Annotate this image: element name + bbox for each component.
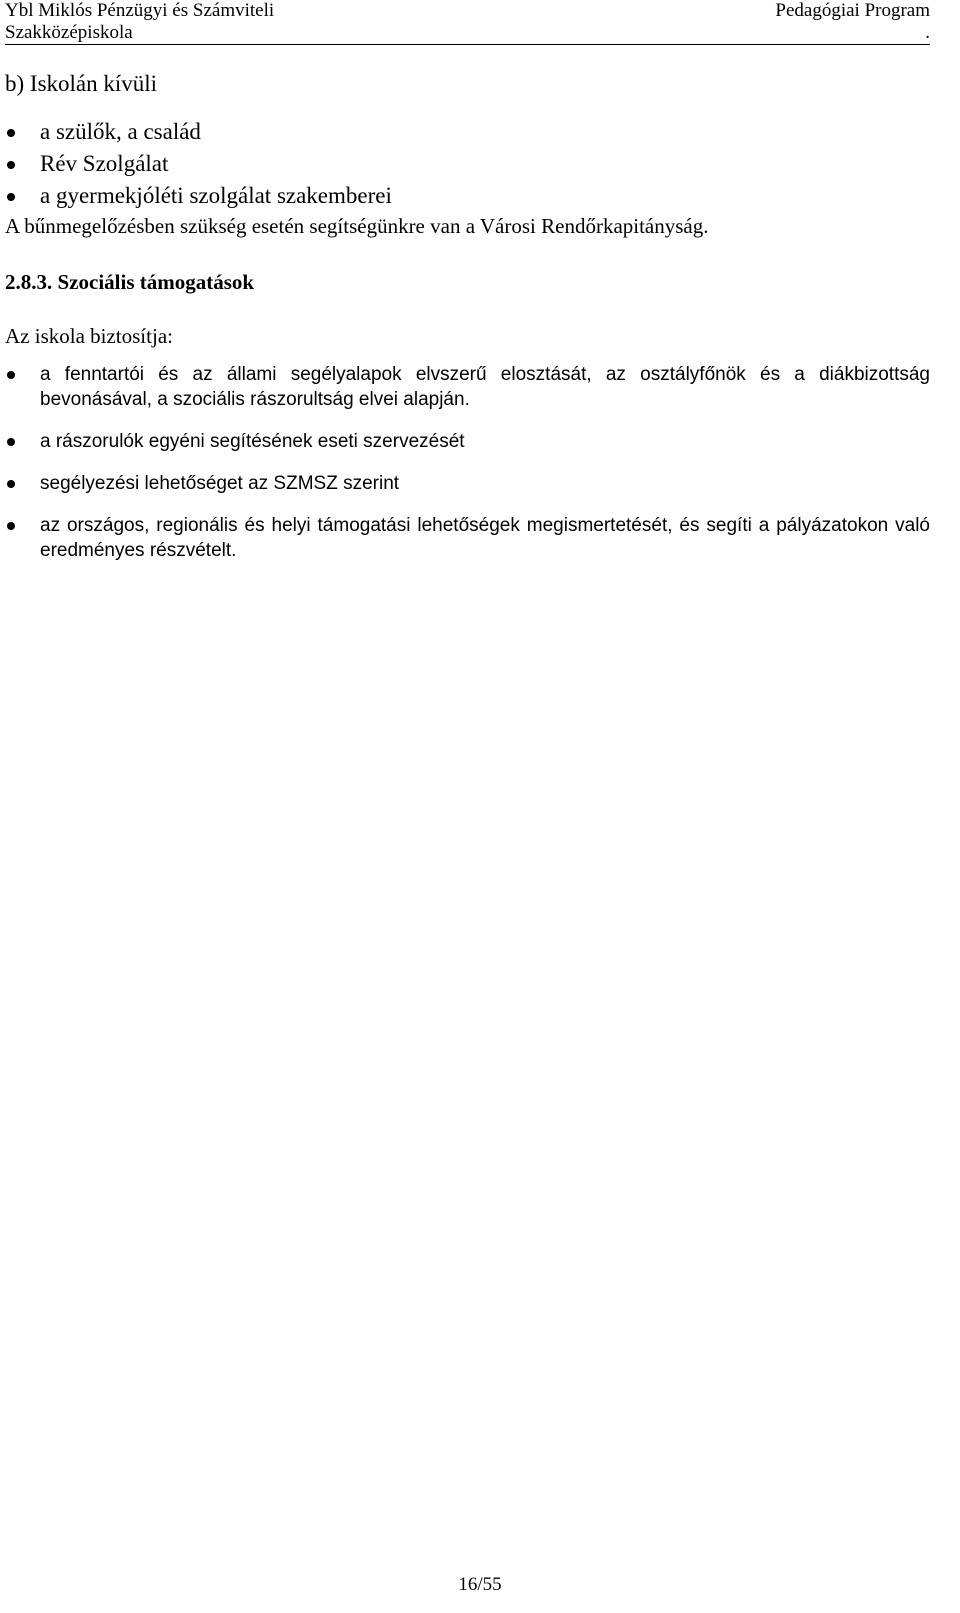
bullet-icon bbox=[7, 480, 15, 488]
header-doc-title bbox=[775, 0, 930, 44]
section-heading: 2.8.3. Szociális támogatások bbox=[5, 270, 255, 294]
header-school-line1: Ybl Miklós Pénzügyi és Számviteli bbox=[5, 0, 275, 21]
list-item-text: a rászorulók egyéni segítésének eseti szervezését bbox=[40, 431, 465, 452]
list-item-text: az országos, regionális és helyi támogatási lehetőségek megismertetését, és segíti a pályázatokon való eredményes részvételt. bbox=[40, 515, 930, 561]
header-school-name bbox=[5, 0, 274, 44]
list-item-text: a fenntartói és az állami segélyalapok elvszerű elosztását, az osztályfőnök és a diákbizottság bevonásával, a szociális rászorultság elvei alapján. bbox=[40, 364, 930, 410]
list-item-text: Rév Szolgálat bbox=[40, 151, 169, 176]
external-partners-list bbox=[5, 116, 930, 212]
external-partners-heading: b) Iskolán kívüli bbox=[5, 71, 158, 96]
list-item bbox=[5, 429, 930, 454]
page-number: 16/55 bbox=[458, 1574, 502, 1595]
bullet-icon bbox=[7, 438, 15, 446]
list-item bbox=[5, 471, 930, 496]
list-item bbox=[5, 180, 930, 212]
crime-prevention-note: A bűnmegelőzésben szükség esetén segítségünkre van a Városi Rendőrkapitányság. bbox=[5, 214, 709, 238]
header-school-line2: Szakközépiskola bbox=[5, 22, 133, 43]
section-intro: Az iskola biztosítja: bbox=[5, 324, 173, 348]
list-item bbox=[5, 362, 930, 412]
bullet-icon bbox=[7, 161, 15, 169]
list-item bbox=[5, 116, 930, 148]
header-doc-title-line1: Pedagógiai Program bbox=[775, 0, 930, 21]
list-item bbox=[5, 513, 930, 563]
bullet-icon bbox=[7, 129, 15, 137]
list-item-text: a gyermekjóléti szolgálat szakemberei bbox=[40, 183, 392, 208]
header-doc-title-line2: . bbox=[925, 22, 930, 43]
bullet-icon bbox=[7, 193, 15, 201]
list-item bbox=[5, 148, 930, 180]
document-body bbox=[5, 70, 930, 580]
page-header bbox=[5, 0, 930, 45]
bullet-icon bbox=[7, 522, 15, 530]
bullet-icon bbox=[7, 371, 15, 379]
list-item-text: segélyezési lehetőséget az SZMSZ szerint bbox=[40, 473, 400, 494]
social-support-list bbox=[5, 362, 930, 563]
list-item-text: a szülők, a család bbox=[40, 119, 201, 144]
